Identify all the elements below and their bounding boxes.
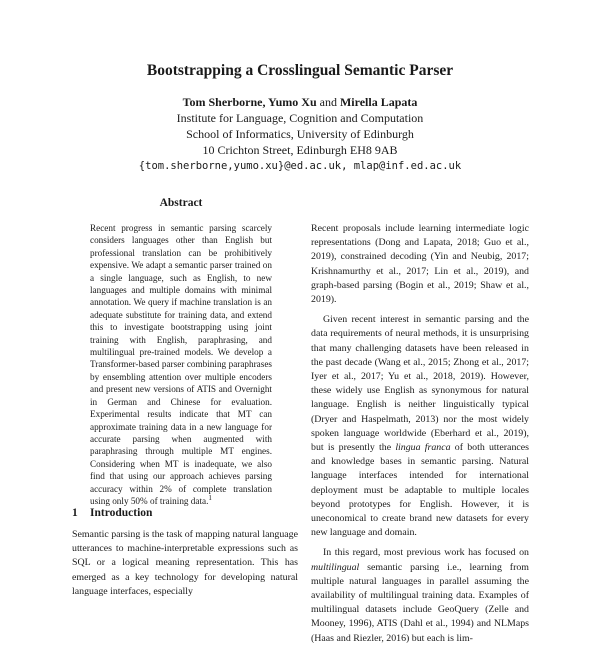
abstract-paragraph: Recent progress in semantic parsing scarcely considers languages other than English but professional translation can be prohibitively expensive. We adapt a semantic parser trained on a single language, such as English, to new languages and multiple domains with minimal annotation. We query if machine translation is an adequate substitute for training data, and extend this to investigate bootstrapping using joint training with English, paraphrasing, and multilingual pre-trained models. We develop a Transformer-based parser combining paraphrases by ensembling attention over multiple encoders and present new versions of ATIS and Overnight in German and Chinese for evaluation. Experimental results indicate that MT can approximate training data in a new language for accurate parsing when augmented with paraphrasing through multiple MT engines. Considering when MT is inadequate, we also find that using our approach achieves parsing accuracy within 2% of complete translation using only 50% of training data. — [90, 223, 272, 506]
abstract-heading: Abstract — [159, 197, 203, 209]
section-heading-introduction — [72, 507, 302, 519]
section-number: 1 — [72, 507, 78, 519]
italic-term: lingua franca — [395, 442, 451, 454]
author-names-first: Tom Sherborne, Yumo Xu — [182, 95, 317, 109]
introduction-paragraph: Semantic parsing is the task of mapping natural language utterances to machine-interpretable expressions such as SQL or a logical meaning representation. This has emerged as a key technology for developing natural language interfaces, especially — [72, 529, 298, 597]
footnote-marker: 1 — [208, 493, 212, 502]
author-block — [0, 94, 600, 174]
italic-term: multilingual — [311, 561, 360, 573]
affiliation-line: Institute for Language, Cognition and Computation — [176, 111, 424, 125]
author-names-last: Mirella Lapata — [339, 95, 418, 109]
author-names — [0, 94, 600, 110]
text-run: Given recent interest in semantic parsing and the data requirements of neural methods, it is unsurprising that many challenging datasets have been released in the past decade (Wang et al., 2015; Zhong et al., 2017; Iyer et al., 2017; Yu et al., 2018, 2019). However, these widely use English as synonymous for natural language. English is neither linguistically typical (Dryer and Haspelmath, 2013) nor the most widely spoken language worldwide (Eberhard et al., 2019), but is presently the — [311, 314, 529, 454]
section-title: Introduction — [90, 507, 153, 519]
author-conjunction: and — [319, 95, 337, 109]
affiliation-line: 10 Crichton Street, Edinburgh EH8 9AB — [202, 143, 398, 157]
body-paragraph — [311, 313, 529, 540]
text-run: In this regard, most previous work has focused on — [323, 547, 529, 559]
author-emails: {tom.sherborne,yumo.xu}@ed.ac.uk, mlap@inf.ed.ac.uk — [138, 160, 462, 172]
body-paragraph — [311, 546, 529, 645]
affiliation-line: School of Informatics, University of Edinburgh — [186, 127, 414, 141]
text-run: semantic parsing i.e., learning from multiple natural languages in parallel assuming the availability of multilingual training data. Examples of multilingual datasets include GeoQuery (Zelle and Mooney, 1996), ATIS (Dahl et al., 1994) and NLMaps (Haas and Riezler, 2016) but each is lim- — [311, 561, 529, 644]
body-paragraph: Recent proposals include learning intermediate logic representations (Dong and Lapata, 2018; Guo et al., 2019), constrained decoding (Yin and Neubig, 2017; Krishnamurthy et al., 2017; Lin et al., 2019), and graph-based parsing (Bogin et al., 2019; Shaw et al., 2019). — [311, 223, 529, 306]
paper-title: Bootstrapping a Crosslingual Semantic Parser — [146, 62, 454, 79]
right-column — [311, 222, 529, 652]
abstract-text — [90, 222, 272, 507]
text-run: of both utterances and knowledge bases in semantic parsing. Natural language interfaces intended for international deployment must be adaptable to multiple locales beyond prototypes for English. However, it is uneconomical to create brand new datasets for every new language and domain. — [311, 442, 529, 539]
